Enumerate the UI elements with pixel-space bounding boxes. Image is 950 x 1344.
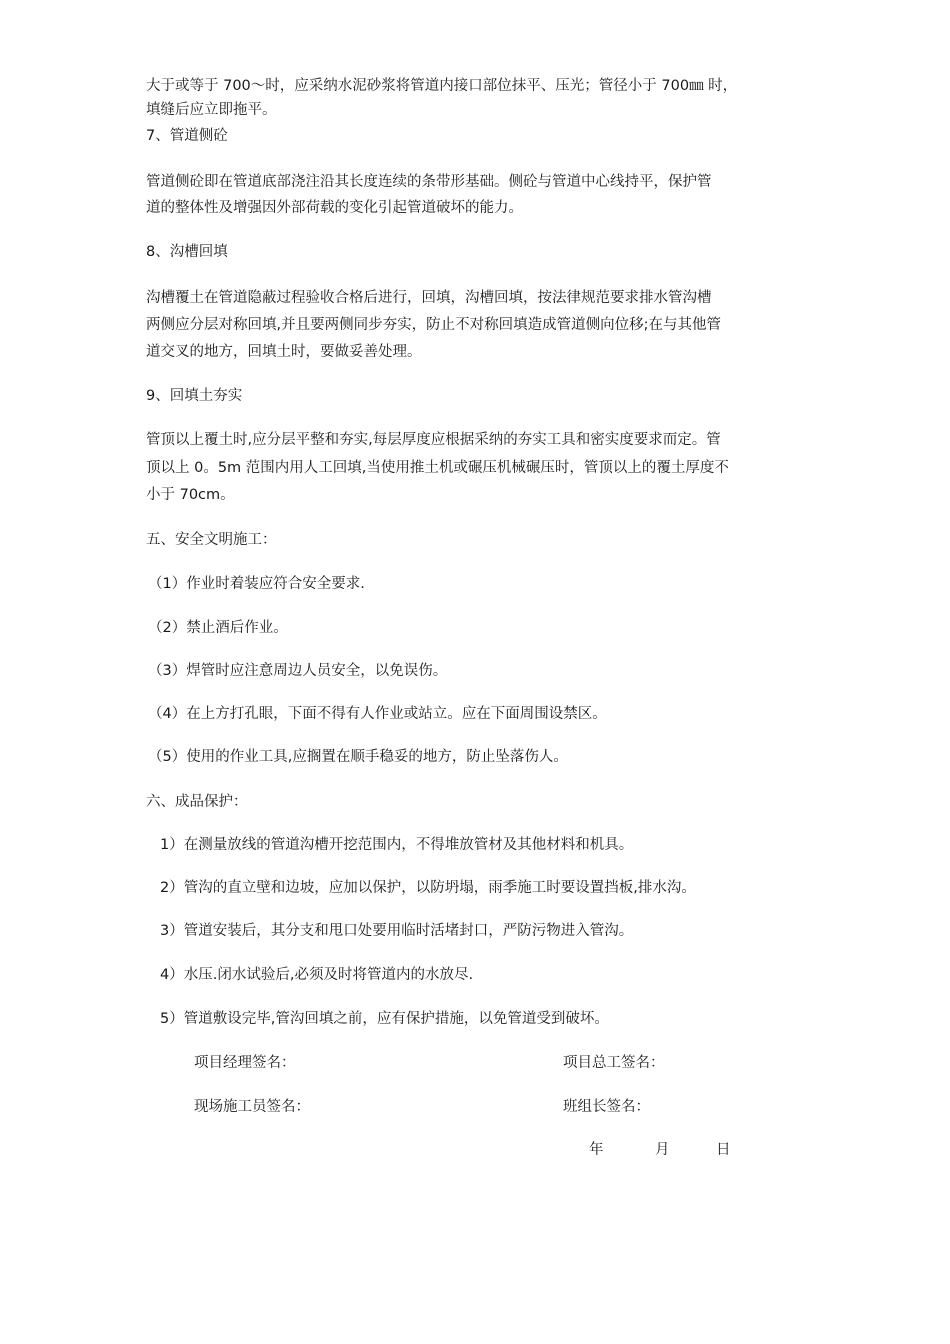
pm-signature-label: 项目经理签名： — [194, 1055, 296, 1071]
paragraph-line: 小于 70cm。 — [146, 487, 235, 503]
section-heading: 六、成品保护： — [146, 794, 248, 810]
paragraph-line: 管顶以上覆土时,应分层平整和夯实,每层厚度应根据采纳的夯实工具和密实度要求而定。管 — [146, 432, 721, 448]
date-year-label: 年 — [589, 1142, 604, 1158]
paragraph-line: 大于或等于 700～时，应采纳水泥砂浆将管道内接口部位抹平、压光；管径小于 700㎜ 时， — [146, 78, 738, 94]
paragraph-line: 管道侧砼即在管道底部浇注沿其长度连续的条带形基础。侧砼与管道中心线持平，保护管 — [146, 174, 712, 190]
date-month-label: 月 — [655, 1142, 670, 1158]
list-item: 2）管沟的直立壁和边坡，应加以保护，以防坍塌，雨季施工时要设置挡板,排水沟。 — [160, 880, 696, 896]
paragraph-line: 道交叉的地方，回填土时，要做妥善处理。 — [146, 344, 422, 360]
section-heading: 7、管道侧砼 — [146, 128, 228, 144]
date-day-label: 日 — [716, 1142, 731, 1158]
section-heading: 五、安全文明施工： — [146, 532, 277, 548]
list-item: 4）水压.闭水试验后,必须及时将管道内的水放尽. — [160, 967, 474, 983]
list-item: （3）焊管时应注意周边人员安全，以免误伤。 — [148, 663, 448, 679]
section-heading: 8、沟槽回填 — [146, 244, 228, 260]
section-heading: 9、回填土夯实 — [146, 388, 243, 404]
paragraph-line: 道的整体性及增强因外部荷载的变化引起管道破坏的能力。 — [146, 200, 523, 216]
team-leader-signature-label: 班组长签名： — [563, 1099, 650, 1115]
list-item: 3）管道安装后，其分支和甩口处要用临时活堵封口，严防污物进入管沟。 — [160, 923, 634, 939]
list-item: （4）在上方打孔眼，下面不得有人作业或站立。应在下面周围设禁区。 — [148, 706, 607, 722]
list-item: （1）作业时着装应符合安全要求. — [148, 576, 365, 592]
list-item: 1）在测量放线的管道沟槽开挖范围内，不得堆放管材及其他材料和机具。 — [160, 837, 634, 853]
list-item: （5）使用的作业工具,应搁置在顺手稳妥的地方，防止坠落伤人。 — [148, 749, 568, 765]
paragraph-line: 沟槽覆土在管道隐蔽过程验收合格后进行，回填，沟槽回填，按法律规范要求排水管沟槽 — [146, 290, 712, 306]
paragraph-line: 顶以上 0。5m 范围内用人工回填,当使用推土机或碾压机械碾压时，管顶以上的覆土厚度不 — [146, 460, 729, 476]
site-worker-signature-label: 现场施工员签名： — [194, 1099, 310, 1115]
paragraph-line: 填缝后应立即拖平。 — [146, 102, 277, 118]
list-item: 5）管道敷设完毕,管沟回填之前，应有保护措施，以免管道受到破坏。 — [160, 1011, 609, 1027]
list-item: （2）禁止酒后作业。 — [148, 620, 288, 636]
paragraph-line: 两侧应分层对称回填,并且要两侧同步夯实，防止不对称回填造成管道侧向位移;在与其他管 — [146, 317, 721, 333]
chief-engineer-signature-label: 项目总工签名： — [563, 1055, 665, 1071]
